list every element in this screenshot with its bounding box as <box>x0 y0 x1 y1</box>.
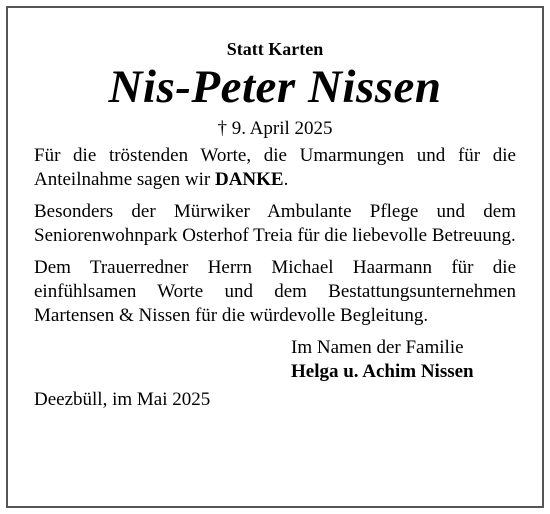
death-date-line <box>34 118 516 140</box>
death-date: 9. April 2025 <box>231 118 333 139</box>
thanks-paragraph-2: Besonders der Mürwiker Ambulante Pflege und dem Seniorenwohnpark Osterhof Treia für die liebevolle Betreuung. <box>34 201 516 246</box>
thanks-emphasis: DANKE <box>214 169 284 190</box>
deceased-name: Nis-Peter Nissen <box>108 61 442 113</box>
signature-block <box>291 336 516 384</box>
thanks-paragraph-1 <box>34 144 516 192</box>
signature-names: Helga u. Achim Nissen <box>291 361 474 382</box>
notice-content <box>34 38 516 412</box>
notice-frame <box>6 6 544 508</box>
thanks-text-1-end: . <box>283 169 289 190</box>
thanks-text-1: Für die tröstenden Worte, die Umarmungen und für die Anteilnahme sagen wir <box>34 145 516 190</box>
thanks-paragraph-3: Dem Trauerredner Herrn Michael Haarmann für die einfühlsamen Worte und dem Bestattungsunternehmen Martensen & Nissen für die würdevolle Begleitung. <box>34 257 516 326</box>
place-date: Deezbüll, im Mai 2025 <box>34 389 211 410</box>
pre-title: Statt Karten <box>226 39 324 59</box>
signature-intro: Im Namen der Familie <box>291 337 464 358</box>
cross-icon: † <box>217 118 227 139</box>
